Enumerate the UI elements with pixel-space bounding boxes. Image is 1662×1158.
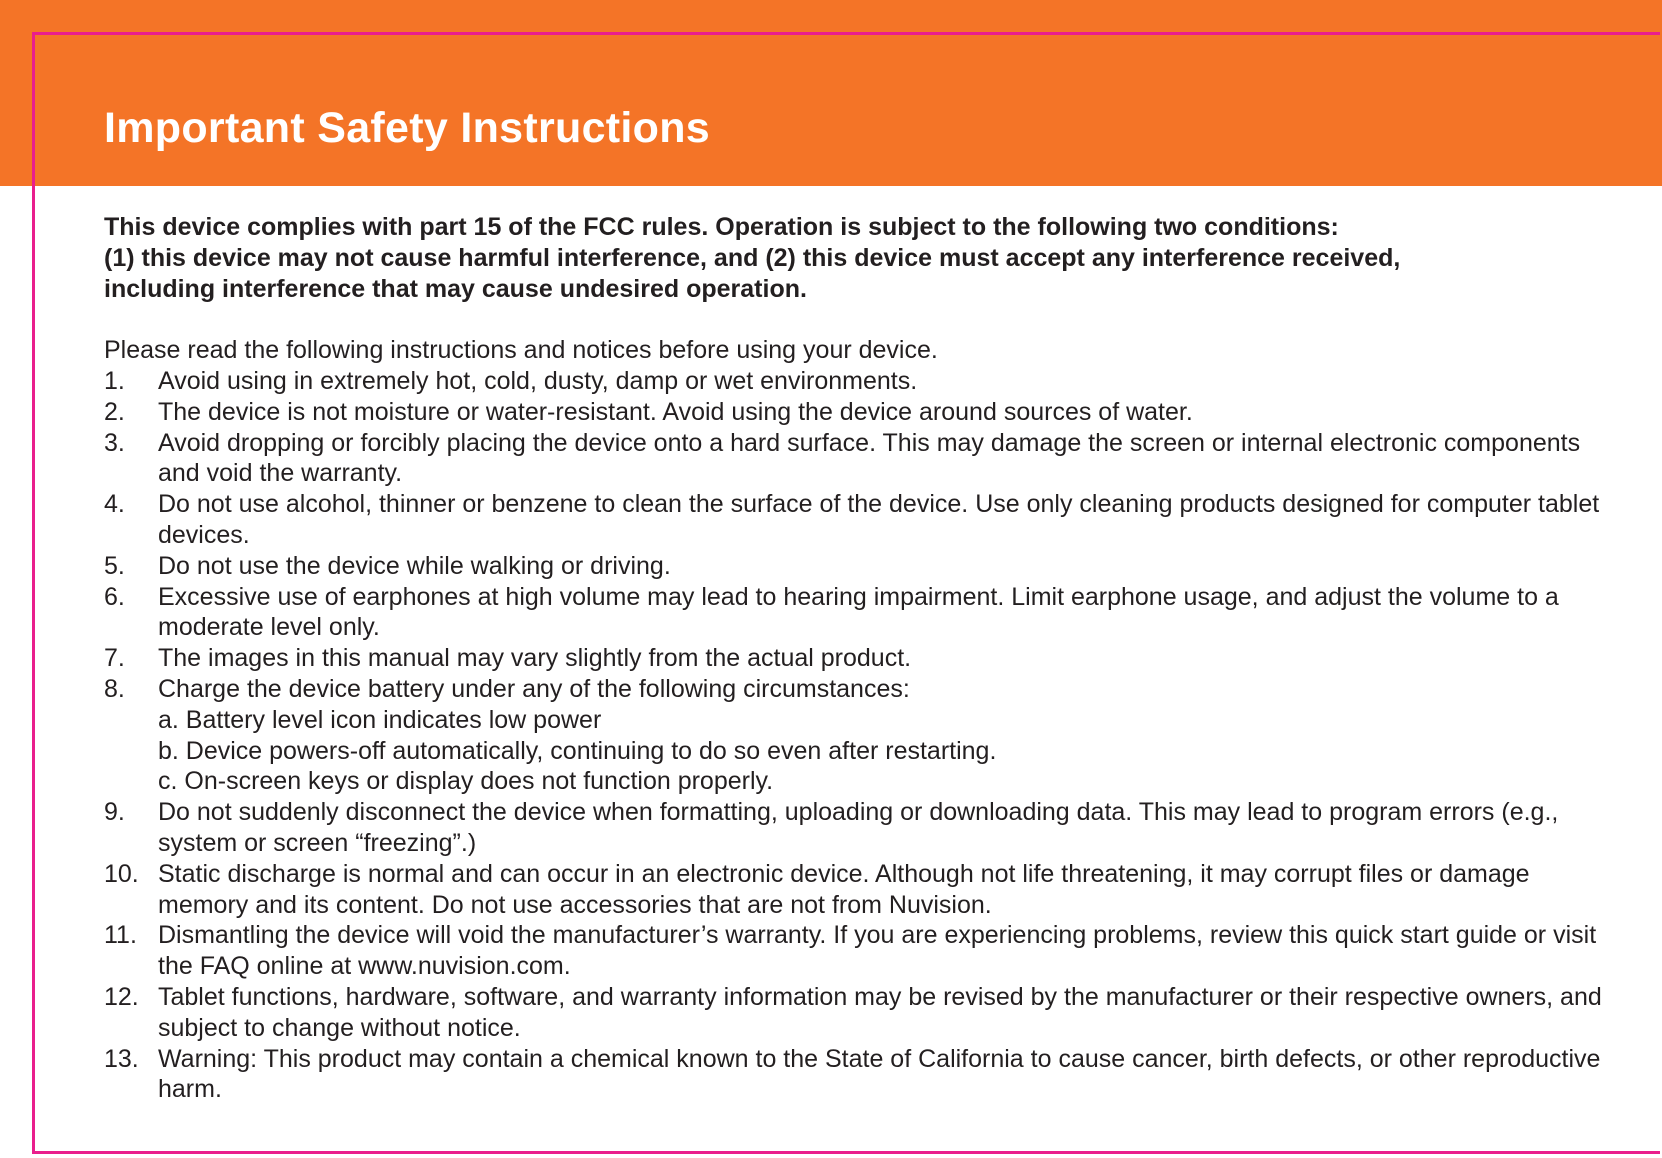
item-number: 5. [104,551,125,580]
item-number: 10. [104,859,139,888]
item-number: 13. [104,1044,139,1073]
item-number: 9. [104,798,125,827]
list-item [104,366,1624,397]
item-number: 4. [104,490,125,519]
item-text: Do not suddenly disconnect the device when formatting, uploading or downloading data. This may lead to program errors (e.g., system or screen “freezing”.) [158,798,1559,857]
fcc-line-3: including interference that may cause undesired operation. [104,275,807,303]
safety-list [104,366,1624,1105]
item-text: Tablet functions, hardware, software, and warranty information may be revised by the manufacturer or their respective owners, and subject to change without notice. [158,982,1602,1042]
item-text: Warning: This product may contain a chemical known to the State of California to cause cancer, birth defects, or other reproductive harm. [158,1044,1601,1104]
item-text: Dismantling the device will void the manufacturer’s warranty. If you are experiencing problems, review this quick start guide or visit the FAQ online at www.nuvision.com. [158,921,1597,981]
sub-item: b. Device powers-off automatically, continuing to do so even after restarting. [158,736,997,765]
fcc-statement [104,212,1634,305]
list-item [104,859,1624,921]
item-number: 6. [104,582,125,611]
item-text: Excessive use of earphones at high volume may lead to hearing impairment. Limit earphone usage, and adjust the volume to a moderate level only. [158,582,1559,642]
sub-item: a. Battery level icon indicates low power [158,705,602,734]
list-item [104,643,1624,674]
sub-item: c. On-screen keys or display does not function properly. [158,767,774,796]
list-item [104,674,1624,797]
item-text: Charge the device battery under any of the following circumstances: [158,674,910,703]
item-text: The images in this manual may vary slightly from the actual product. [158,644,912,673]
item-number: 12. [104,982,139,1011]
list-item [104,1044,1624,1106]
list-item [104,397,1624,428]
item-number: 7. [104,644,125,673]
item-number: 8. [104,674,125,703]
item-text: Static discharge is normal and can occur in an electronic device. Although not life threatening, it may corrupt files or damage memory and its content. Do not use accessories that are not from Nuvision. [158,859,1530,919]
item-text: Avoid dropping or forcibly placing the device onto a hard surface. This may damage the screen or internal electronic components and void the warranty. [158,428,1581,488]
item-text: Avoid using in extremely hot, cold, dusty, damp or wet environments. [158,367,918,395]
item-text: Do not use the device while walking or driving. [158,551,671,580]
item-number: 11. [104,921,137,950]
item-number: 1. [104,367,125,395]
item-text: The device is not moisture or water-resistant. Avoid using the device around sources of water. [158,397,1193,426]
list-item [104,582,1624,644]
page-title: Important Safety Instructions [104,104,710,152]
intro-text: Please read the following instructions and notices before using your device. [104,336,938,364]
list-item [104,797,1624,859]
fcc-line-1: This device complies with part 15 of the FCC rules. Operation is subject to the following two conditions: [104,213,1339,241]
item-number: 2. [104,397,125,426]
item-text: Do not use alcohol, thinner or benzene to clean the surface of the device. Use only cleaning products designed for computer tablet devices. [158,490,1600,549]
list-item [104,551,1624,582]
list-item [104,920,1624,982]
list-item [104,428,1624,490]
fcc-line-2: (1) this device may not cause harmful interference, and (2) this device must accept any interference received, [104,244,1401,272]
item-number: 3. [104,428,125,457]
list-item [104,982,1624,1044]
list-item [104,489,1624,551]
